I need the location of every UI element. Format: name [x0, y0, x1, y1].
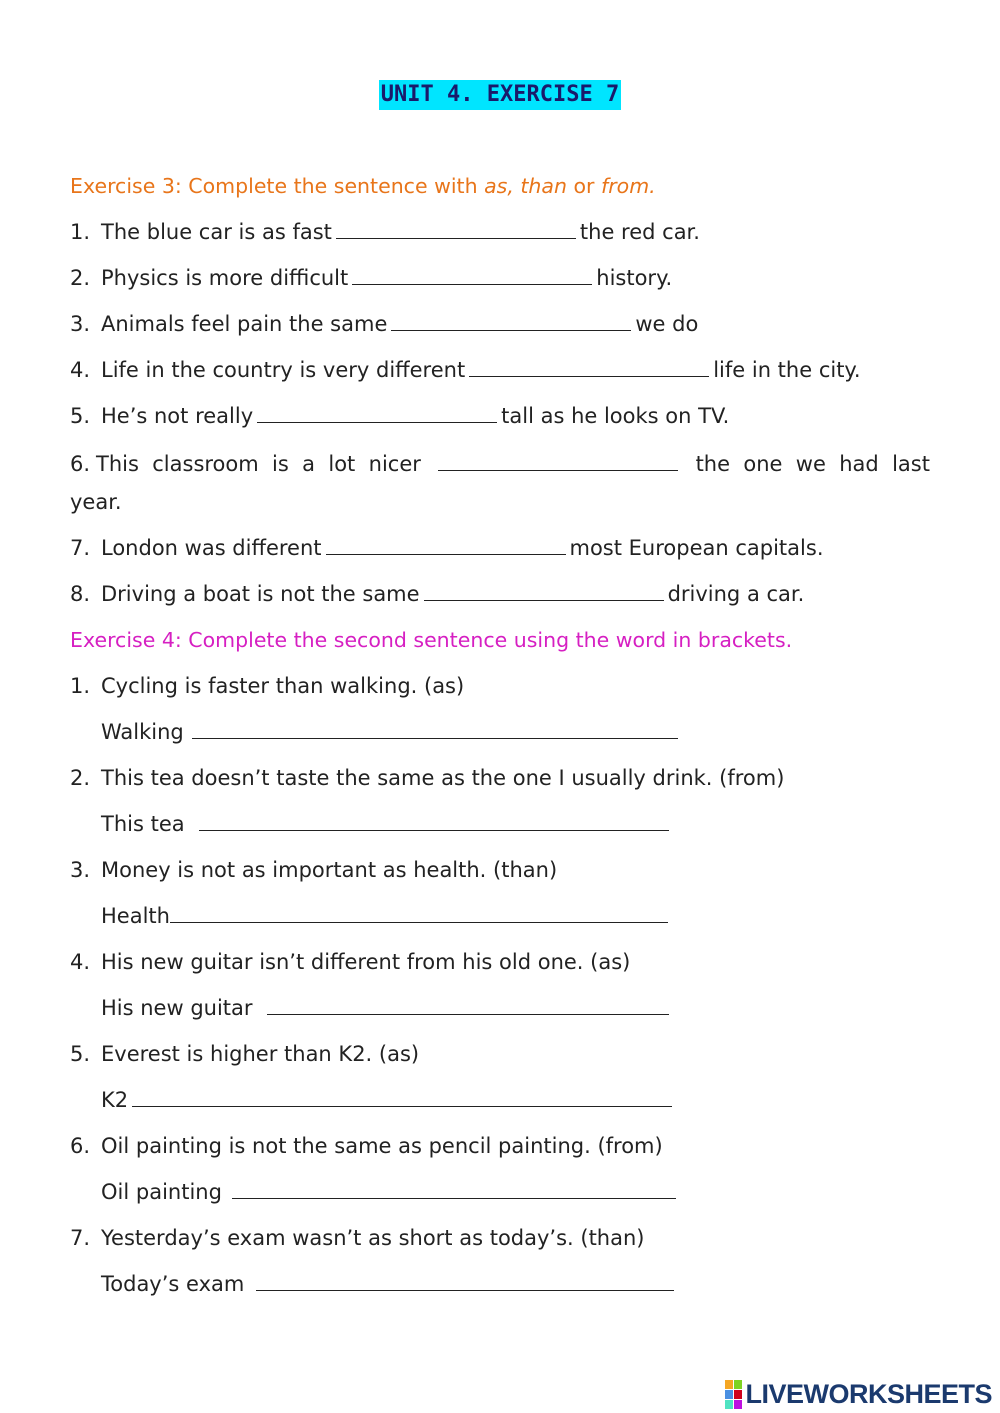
page-title-container — [0, 80, 1000, 110]
item-text-before: London was different — [101, 536, 322, 560]
item-number: 7. — [70, 536, 91, 560]
exercise-3-heading-words: as, than — [484, 174, 567, 198]
exercise-4-heading: Exercise 4: Complete the second sentence using the word in brackets. — [70, 628, 793, 652]
item-text-after: the red car. — [579, 220, 700, 244]
answer-blank[interactable] — [352, 264, 592, 285]
item-sentence: This tea doesn’t taste the same as the one I usually drink. (from) — [101, 766, 785, 790]
item-number: 5. — [70, 404, 91, 428]
item-number: 7. — [70, 1226, 91, 1250]
answer-start: Today’s exam — [101, 1272, 245, 1296]
item-number: 4. — [70, 950, 91, 974]
answer-blank[interactable] — [336, 218, 576, 239]
page-title: UNIT 4. EXERCISE 7 — [379, 80, 621, 110]
item-number: 4. — [70, 358, 91, 382]
item-sentence: Yesterday’s exam wasn’t as short as today’s. (than) — [101, 1226, 645, 1250]
answer-start: His new guitar — [101, 996, 253, 1020]
answer-start: Health — [101, 904, 170, 928]
answer-blank[interactable] — [326, 534, 566, 555]
item-text-before: Animals feel pain the same — [101, 312, 388, 336]
exercise-3-item — [70, 214, 930, 260]
answer-start: This tea — [101, 812, 185, 836]
exercise-4-item — [70, 1128, 930, 1174]
exercise-3-heading-or: or — [566, 174, 601, 198]
liveworksheets-logo[interactable] — [725, 1379, 992, 1409]
exercise-4-item — [70, 944, 930, 990]
item-number: 8. — [70, 582, 91, 606]
exercise-4-item — [70, 1220, 930, 1266]
answer-line[interactable] — [132, 1086, 672, 1107]
item-text-before: Physics is more difficult — [101, 266, 349, 290]
logo-block — [725, 1400, 733, 1409]
item-text-before: Driving a boat is not the same — [101, 582, 420, 606]
exercise-4-answer — [70, 1082, 930, 1128]
item-text-after: we do — [635, 312, 699, 336]
exercise-4-item — [70, 760, 930, 806]
item-number: 1. — [70, 674, 91, 698]
exercise-3-item — [70, 530, 930, 576]
exercise-3-heading-from: from. — [601, 174, 656, 198]
answer-line[interactable] — [267, 994, 669, 1015]
item-text-continuation: year. — [70, 490, 122, 514]
item-text-after: history. — [596, 266, 673, 290]
item-number: 3. — [70, 858, 91, 882]
item-number: 2. — [70, 266, 91, 290]
item-text-before: He’s not really — [101, 404, 254, 428]
exercise-3-item — [70, 444, 930, 484]
answer-start: K2 — [101, 1088, 129, 1112]
answer-line[interactable] — [256, 1270, 674, 1291]
exercise-4-item — [70, 668, 930, 714]
exercise-3-item-continuation — [70, 484, 930, 530]
item-number: 6. — [70, 1134, 91, 1158]
item-text-before: Life in the country is very different — [101, 358, 466, 382]
logo-block — [734, 1380, 742, 1389]
item-number: 5. — [70, 1042, 91, 1066]
answer-blank[interactable] — [438, 450, 678, 471]
exercise-4-answer — [70, 898, 930, 944]
item-sentence: Everest is higher than K2. (as) — [101, 1042, 420, 1066]
item-text-after: driving a car. — [667, 582, 805, 606]
item-text-after: tall as he looks on TV. — [501, 404, 730, 428]
item-sentence: His new guitar isn’t different from his old one. (as) — [101, 950, 631, 974]
item-text-after: the one we had last — [695, 452, 930, 476]
exercise-4-item — [70, 1036, 930, 1082]
exercise-3-item — [70, 260, 930, 306]
logo-block — [725, 1380, 733, 1389]
exercise-4-answer — [70, 1266, 930, 1312]
liveworksheets-logo-icon — [725, 1380, 742, 1409]
exercise-4-answer — [70, 806, 930, 852]
answer-line[interactable] — [170, 902, 668, 923]
exercise-4-answer — [70, 990, 930, 1036]
exercise-3-item — [70, 306, 930, 352]
exercise-3-heading — [70, 168, 930, 214]
item-text-after: life in the city. — [713, 358, 861, 382]
answer-blank[interactable] — [469, 356, 709, 377]
item-number: 1. — [70, 220, 91, 244]
item-text-after: most European capitals. — [569, 536, 824, 560]
worksheet-content — [70, 168, 930, 1312]
answer-blank[interactable] — [257, 402, 497, 423]
item-sentence: Money is not as important as health. (than) — [101, 858, 558, 882]
item-text-before: The blue car is as fast — [101, 220, 332, 244]
item-sentence: Oil painting is not the same as pencil painting. (from) — [101, 1134, 663, 1158]
exercise-4-item — [70, 852, 930, 898]
item-number: 2. — [70, 766, 91, 790]
liveworksheets-logo-text: LIVEWORKSHEETS — [745, 1378, 992, 1409]
answer-line[interactable] — [192, 718, 678, 739]
answer-line[interactable] — [199, 810, 669, 831]
item-sentence: Cycling is faster than walking. (as) — [101, 674, 465, 698]
exercise-4-answer — [70, 1174, 930, 1220]
logo-block — [725, 1390, 733, 1399]
item-text-before: This classroom is a lot nicer — [96, 452, 421, 476]
answer-blank[interactable] — [424, 580, 664, 601]
answer-start: Oil painting — [101, 1180, 222, 1204]
answer-line[interactable] — [232, 1178, 676, 1199]
answer-blank[interactable] — [391, 310, 631, 331]
logo-block — [734, 1400, 742, 1409]
exercise-3-heading-text: Exercise 3: Complete the sentence with — [70, 174, 485, 198]
exercise-3-item — [70, 398, 930, 444]
item-number: 3. — [70, 312, 91, 336]
exercise-4-answer — [70, 714, 930, 760]
exercise-3-item — [70, 576, 930, 622]
answer-start: Walking — [101, 720, 184, 744]
logo-block — [734, 1390, 742, 1399]
item-number: 6. — [70, 452, 91, 476]
exercise-3-item — [70, 352, 930, 398]
